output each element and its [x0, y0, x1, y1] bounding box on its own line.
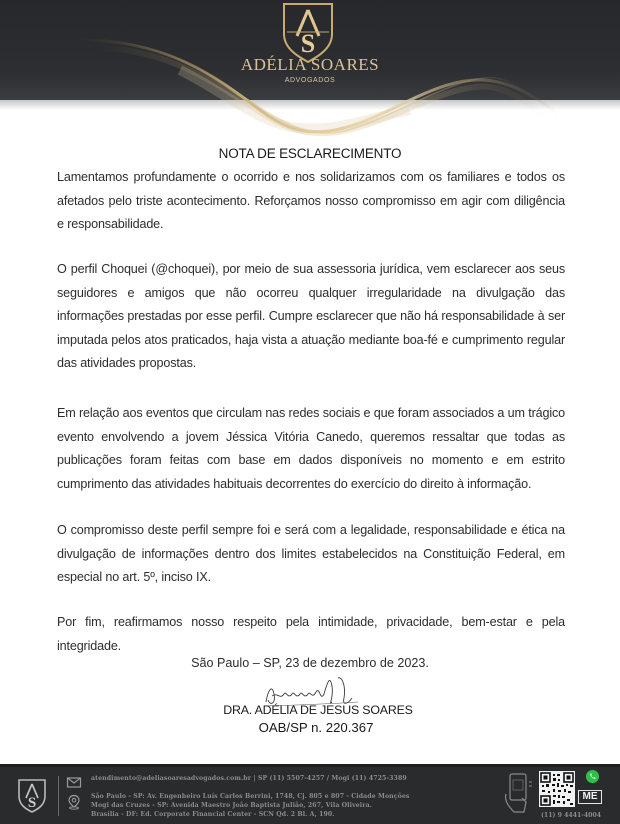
firm-name: ADÉLIA SOARES [240, 55, 380, 74]
paragraph: O compromisso deste perfil sempre foi e será com a legalidade, responsabilidade e ética na divulgação de informações dentro dos limites estabelecidos na Constituição Federal, em especial no art. 5º, inciso IX. [57, 523, 565, 584]
phone-scan-icon [502, 772, 534, 816]
paragraph: Lamentamos profundamente o ocorrido e nos solidarizamos com os familiares e todos os afetados pelo triste acontecimento. Reforçamos nosso compromisso em agir com diligência e responsabilidade. [57, 170, 565, 231]
footer-divider [58, 776, 59, 816]
location-pin-icon [66, 794, 82, 810]
me-badge: ME [578, 790, 602, 804]
footer-address: São Paulo - SP: Av. Engenheiro Luís Carlos Berrini, 1748, Cj. 805 e 807 - Cidade Monções [91, 793, 410, 800]
paragraph: Por fim, reafirmamos nosso respeito pela intimidade, privacidade, bem-estar e pela integridade. [57, 615, 565, 653]
qr-code-icon[interactable] [539, 771, 575, 807]
firm-logo-shield-icon [17, 778, 47, 814]
place-and-date: São Paulo – SP, 23 de dezembro de 2023. [191, 656, 429, 670]
svg-text:S: S [300, 29, 316, 58]
paragraph: Em relação aos eventos que circulam nas redes sociais e que foram associados a um trágico evento envolvendo a jovem Jéssica Vitória Canedo, queremos ressaltar que todas as publicações foram feitas com base em dados disponíveis no momento e em estrito cumprimento das atividades habituais decorrentes do exercício do direito à informação. [57, 406, 565, 491]
signer-name: DRA. ADÉLIA DE JESUS SOARES [223, 703, 413, 717]
whatsapp-icon[interactable] [585, 769, 600, 784]
letterhead [0, 0, 620, 140]
footer-border [0, 764, 620, 767]
signer-registration: OAB/SP n. 220.367 [258, 720, 374, 735]
footer-contact-line: atendimento@adeliasoaresadvogados.com.br | SP (11) 5507-4257 / Mogi (11) 4725-3389 [91, 775, 407, 782]
footer-whatsapp-phone: (11) 9 4441-4004 [541, 812, 602, 819]
footer-address: Brasília - DF: Ed. Corporate Financial Center - SCN Qd. 2 Bl. A, 190. [91, 811, 335, 818]
document-title: NOTA DE ESCLARECIMENTO [218, 146, 402, 161]
mail-icon [66, 774, 82, 790]
svg-text:S: S [27, 795, 37, 811]
firm-subtitle: ADVOGADOS [284, 77, 336, 84]
paragraph: O perfil Choquei (@choquei), por meio de sua assessoria jurídica, vem esclarecer aos seus seguidores e amigos que não ocorreu qualquer irregularidade na divulgação das informações prestadas por esse perfil. Cumpre esclarecer que não há responsabilidade à ser imputada pelos atos praticados, haja vista a atuação mediante boa-fé e cumprimento regular das atividades propostas. [57, 262, 565, 370]
letterhead-footer [0, 764, 620, 824]
footer-address: Mogi das Cruzes - SP: Avenida Maestro João Baptista Julião, 267, Vila Oliveira. [91, 802, 372, 809]
